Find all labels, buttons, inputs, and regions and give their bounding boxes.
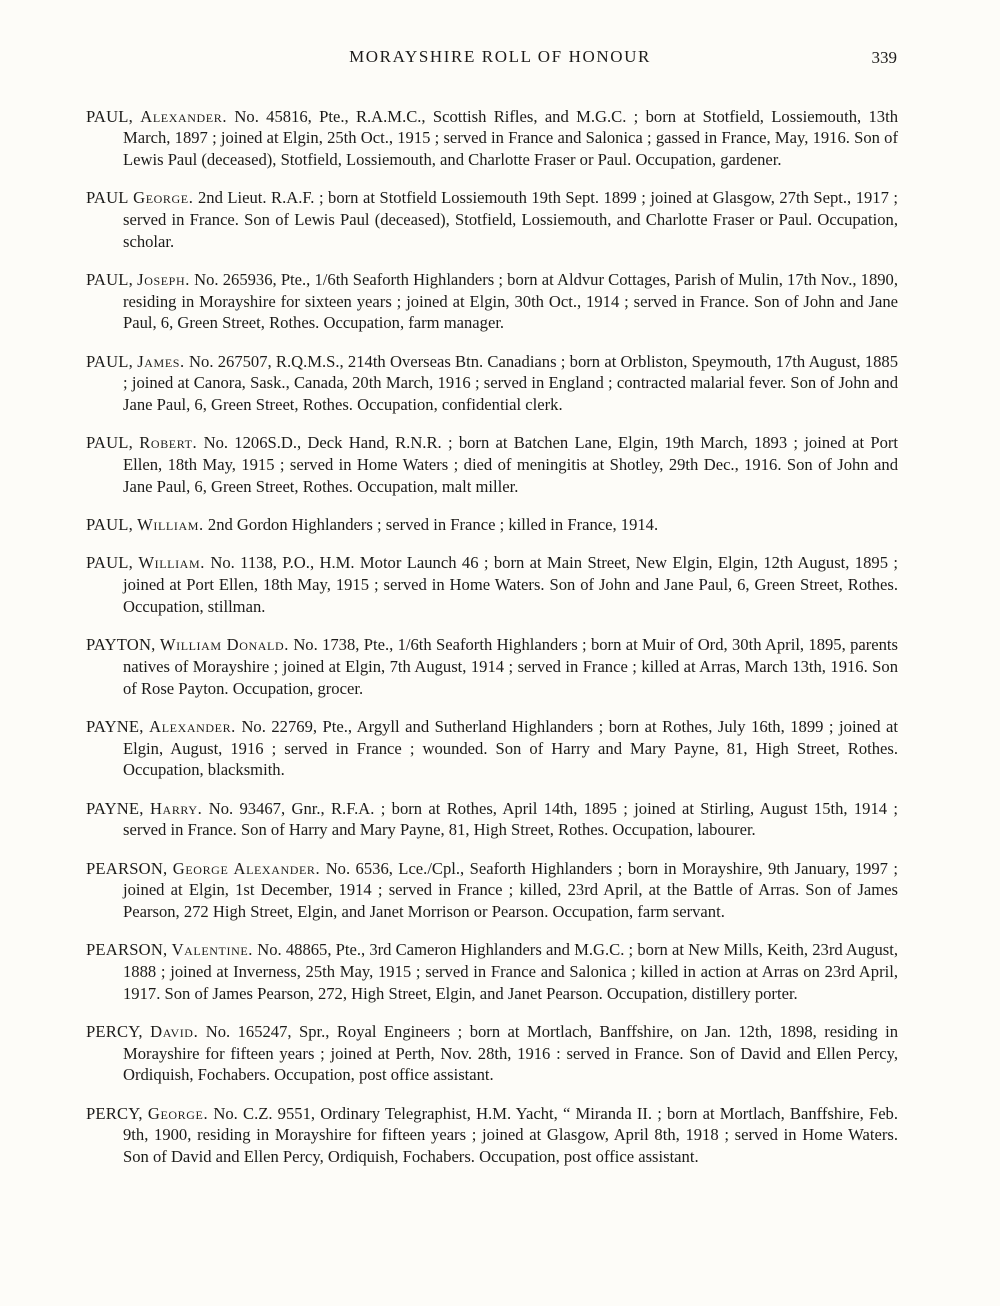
roll-entry [86,269,898,334]
entry-given-names: Harry. [149,798,203,818]
entry-surname: PAUL, [86,515,133,535]
entry-details: No. 22769, Pte., Argyll and Sutherland Highlanders ; born at Rothes, July 16th, 1899 ; joined at Elgin, August, 1916 ; served in France ; wounded. Son of Harry and Mary Payne, 81, High Street, Rothes. Occupation, blacksmith. [123,716,898,780]
roll-entry [86,858,898,923]
entry-details: No. 93467, Gnr., R.F.A. ; born at Rothes, April 14th, 1895 ; joined at Stirling, August 15th, 1914 ; served in France. Son of Harry and Mary Payne, 81, High Street, Rothes. Occupation, labourer. [123,798,899,840]
entry-given-names: George. [147,1103,209,1123]
entry-details: No. 265936, Pte., 1/6th Seaforth Highlanders ; born at Aldvur Cottages, Parish of Mulin, 17th Nov., 1890, residing in Morayshire for sixteen years ; joined at Elgin, 30th Oct., 1914 ; served in France. Son of John and Jane Paul, 6, Green Street, Rothes. Occupation, farm manager. [123,270,899,333]
entry-details: No. 267507, R.Q.M.S., 214th Overseas Btn. Canadians ; born at Orbliston, Speymouth, 17th August, 1885 ; joined at Canora, Sask., Canada, 20th March, 1916 ; served in England ; contracted malarial fever. Son of John and Jane Paul, 6, Green Street, Rothes. Occupation, confidential clerk. [123,351,899,415]
entry-details: No. 1138, P.O., H.M. Motor Launch 46 ; born at Main Street, New Elgin, Elgin, 12th August, 1895 ; joined at Port Ellen, 18th May, 1915 ; served in Home Waters. Son of John and Jane Paul, 6, Green Street, Rothes. Occupation, stillman. [123,553,898,616]
roll-entry [86,1103,898,1168]
roll-entry [86,187,898,252]
entry-surname: PAYTON, [86,635,156,655]
page-number: 339 [871,48,897,67]
entry-details: No. 1206S.D., Deck Hand, R.N.R. ; born at Batchen Lane, Elgin, 19th March, 1893 ; joined at Port Ellen, 18th May, 1915 ; served in Home Waters ; died of meningitis at Shotley, 29th Dec., 1916. Son of John and Jane Paul, 6, Green Street, Rothes. Occupation, malt miller. [123,433,898,496]
entry-given-names: George Alexander. [172,858,321,878]
entry-surname: PERCY, [86,1103,143,1123]
entry-details: No. C.Z. 9551, Ordinary Telegraphist, H.M. Yacht, “ Miranda II. ; born at Mortlach, Banffshire, Feb. 9th, 1900, residing in Morayshire for fifteen years ; joined at Glasgow, April 8th, 1918 ; served in Home Waters. Son of David and Ellen Percy, Ordiquish, Fochabers. Occupation, post office assistant. [123,1103,899,1167]
entry-given-names: David. [150,1021,199,1041]
roll-entry [86,1021,898,1086]
roll-of-honour-entries [86,89,898,1172]
entry-surname: PEARSON, [86,858,168,878]
entry-details: No. 6536, Lce./Cpl., Seaforth Highlanders ; born in Morayshire, 9th January, 1997 ; joined at Elgin, 1st December, 1914 ; served in France ; killed, 23rd April, at the Battle of Arras. Son of James Pearson, 272 High Street, Elgin, and Janet Morrison or Pearson. Occupation, farm servant. [123,858,898,921]
roll-entry [86,798,898,841]
entry-surname: PAYNE, [86,716,144,736]
entry-given-names: Robert. [139,433,198,453]
entry-given-names: Alexander. [149,716,236,736]
entry-details: No. 45816, Pte., R.A.M.C., Scottish Rifles, and M.G.C. ; born at Stotfield, Lossiemouth, 13th March, 1897 ; joined at Elgin, 25th Oct., 1915 ; served in France and Salonica ; gassed in France, May, 1916. Son of Lewis Paul (deceased), Stotfield, Lossiemouth, and Charlotte Fraser or Paul. Occupation, gardener. [123,106,898,169]
entry-surname: PAUL, [86,106,133,126]
entry-surname: PAUL, [86,433,133,453]
entry-given-names: William Donald. [159,635,289,655]
roll-entry [86,514,898,536]
roll-entry [86,939,898,1004]
entry-given-names: William. [137,515,204,535]
roll-entry [86,552,898,617]
roll-entry [86,351,898,416]
entry-details: 2nd Lieut. R.A.F. ; born at Stotfield Lossiemouth 19th Sept. 1899 ; joined at Glasgow, 27th Sept., 1917 ; served in France. Son of Lewis Paul (deceased), Stotfield, Lossiemouth, and Charlotte Fraser or Paul. Occupation, scholar. [123,188,898,251]
running-title: MORAYSHIRE ROLL OF HONOUR [349,47,651,66]
roll-entry [86,634,898,699]
entry-surname: PAUL, [86,270,133,289]
entry-surname: PAUL [86,188,129,208]
entry-given-names: James. [137,351,185,371]
entry-surname: PEARSON, [86,940,168,960]
entry-details: No. 1738, Pte., 1/6th Seaforth Highlanders ; born at Muir of Ord, 30th April, 1895, parents natives of Morayshire ; joined at Elgin, 7th August, 1914 ; served in France ; killed at Arras, March 13th, 1916. Son of Rose Payton. Occupation, grocer. [123,635,899,698]
entry-surname: PAUL, [86,351,133,371]
entry-surname: PAUL, [86,553,133,573]
entry-given-names: Valentine. [171,940,254,960]
entry-details: No. 48865, Pte., 3rd Cameron Highlanders and M.G.C. ; born at New Mills, Keith, 23rd August, 1888 ; joined at Inverness, 25th May, 1915 ; served in France and Salonica ; killed in action at Arras on 23rd April, 1917. Son of James Pearson, 272, High Street, Elgin, and Janet Pearson. Occupation, distillery porter. [123,940,899,1003]
roll-entry [86,106,898,171]
entry-given-names: Alexander. [140,106,228,126]
entry-surname: PERCY, [86,1021,143,1041]
roll-entry [86,716,898,781]
entry-details: 2nd Gordon Highlanders ; served in France ; killed in France, 1914. [207,515,659,535]
entry-surname: PAYNE, [86,798,144,818]
roll-entry [86,432,898,497]
entry-given-names: Joseph. [137,270,190,289]
entry-given-names: George. [133,188,194,208]
entry-given-names: William. [138,553,205,573]
entry-details: No. 165247, Spr., Royal Engineers ; born at Mortlach, Banffshire, on Jan. 12th, 1898, residing in Morayshire for fifteen years ; joined at Perth, Nov. 28th, 1916 : served in France. Son of David and Ellen Percy, Ordiquish, Fochabers. Occupation, post office assistant. [123,1021,898,1085]
page-header [0,44,1000,70]
